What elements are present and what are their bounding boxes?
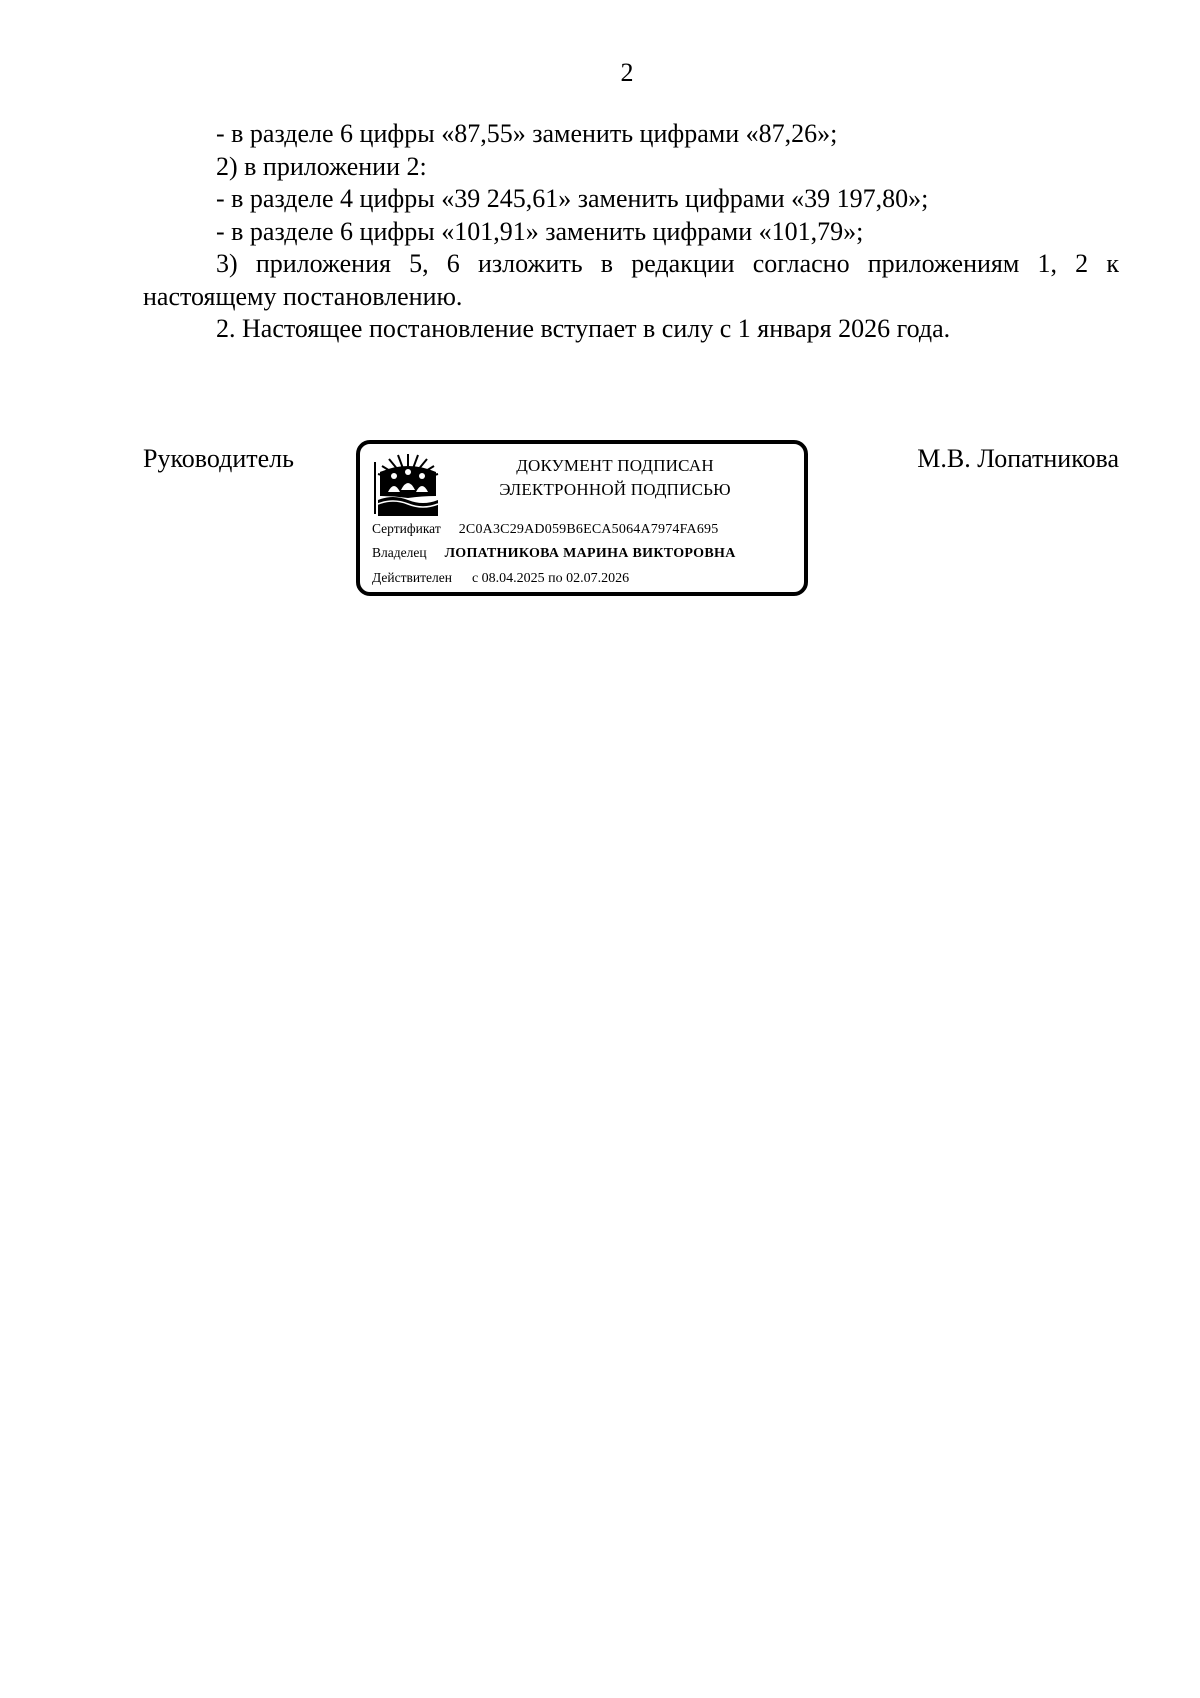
electronic-signature-stamp <box>356 440 808 596</box>
owner-value: ЛОПАТНИКОВА МАРИНА ВИКТОРОВНА <box>444 546 736 561</box>
paragraph: - в разделе 6 цифры «101,91» заменить цифрами «101,79»; <box>216 216 864 246</box>
signer-position: Руководитель <box>143 444 294 473</box>
validity-label: Действителен <box>372 570 452 585</box>
validity-period <box>472 570 629 588</box>
paragraph: 2) в приложении 2: <box>216 151 427 181</box>
page-number: 2 <box>620 58 634 87</box>
certificate-value: 2C0A3C29AD059B6ECA5064A7974FA695 <box>458 522 719 537</box>
valid-to-date: 02.07.2026 <box>566 571 630 586</box>
valid-from-prefix: с <box>471 571 479 586</box>
certificate-label: Сертификат <box>372 521 441 536</box>
valid-to-prefix: по <box>548 571 563 586</box>
paragraph: - в разделе 4 цифры «39 245,61» заменить цифрами «39 197,80»; <box>216 184 929 213</box>
stamp-owner-row <box>372 544 736 563</box>
signer-name: М.В. Лопатникова <box>917 444 1119 473</box>
paragraph: - в разделе 6 цифры «87,55» заменить цифрами «87,26»; <box>216 119 838 148</box>
paragraph: 3) приложения 5, 6 изложить в редакции согласно приложениям 1, 2 к настоящему постановлению. <box>143 249 1119 311</box>
stamp-certificate-row <box>372 520 718 539</box>
stamp-header <box>450 454 780 502</box>
owner-label: Владелец <box>372 545 427 560</box>
paragraph: 2. Настоящее постановление вступает в силу с 1 января 2026 года. <box>216 314 951 343</box>
stamp-header-line: ЭЛЕКТРОННОЙ ПОДПИСЬЮ <box>499 480 731 499</box>
valid-from-date: 08.04.2025 <box>481 571 545 586</box>
signature-block <box>143 440 1119 610</box>
coat-of-arms-icon <box>372 452 444 518</box>
stamp-header-line: ДОКУМЕНТ ПОДПИСАН <box>516 456 714 475</box>
document-body <box>143 118 1119 346</box>
stamp-validity-row <box>372 569 629 588</box>
